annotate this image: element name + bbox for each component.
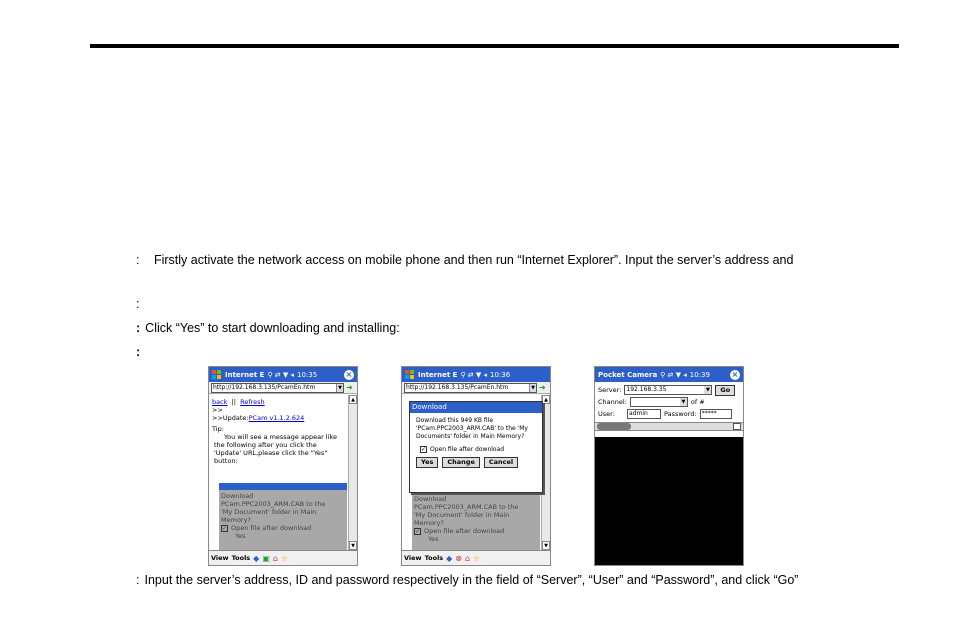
- favorites-icon[interactable]: ☆: [473, 553, 481, 563]
- refresh-icon[interactable]: ▣: [262, 553, 270, 563]
- chevron-down-icon[interactable]: ▼: [336, 384, 343, 392]
- refresh-link[interactable]: Refresh: [240, 398, 265, 406]
- favorites-icon[interactable]: ☆: [280, 553, 289, 563]
- grey-example-box: Download PCam.PPC2003_ARM.CAB to the 'My Document' folder in Main Memory? ✓ Open file after download Yes: [219, 483, 347, 551]
- title-bar: [595, 367, 743, 382]
- status-icons: ⚲ ⇄ ▼ ◂: [660, 370, 687, 379]
- go-arrow-icon[interactable]: ➜: [346, 383, 353, 392]
- url-input[interactable]: http://192.168.3.135/PcamEn.htm ▼: [211, 383, 344, 393]
- update-link[interactable]: PCam v1.1.2.624: [248, 414, 305, 422]
- status-icons: ⚲ ⇄ ▼ ◂: [267, 370, 295, 379]
- home-icon[interactable]: ⌂: [465, 553, 471, 563]
- open-after-download-checkbox[interactable]: ✓ Open file after download: [421, 446, 505, 453]
- server-input[interactable]: 192.168.3.35 ▼: [624, 385, 712, 395]
- close-icon[interactable]: ×: [345, 369, 353, 379]
- page-content: back || Refresh >> >>Update:PCam v1.1.2.624 Tip: You will see a message appear like the following after you click the 'Update' URL,please click the "Yes" button:: [212, 398, 337, 465]
- login-form: [595, 382, 743, 422]
- channel-select[interactable]: [630, 397, 688, 407]
- step-line-2: :: [136, 297, 140, 311]
- user-label: User:: [598, 410, 615, 418]
- scrollbar[interactable]: ▲ ▼: [541, 395, 550, 550]
- password-label: Password:: [664, 410, 697, 418]
- password-input[interactable]: *****: [700, 409, 732, 419]
- screenshot-ie-download-dialog: [401, 366, 551, 566]
- chevron-down-icon[interactable]: ▼: [681, 399, 686, 405]
- ptz-control-icon[interactable]: [597, 423, 631, 430]
- windows-flag-icon[interactable]: [405, 370, 415, 380]
- app-title: Internet E: [418, 370, 458, 379]
- clock: 10:35: [297, 370, 318, 379]
- url-input[interactable]: http://192.168.3.135/PcamEn.htm ▼: [404, 383, 537, 393]
- stop-icon[interactable]: ⊗: [455, 553, 463, 563]
- menu-view[interactable]: View: [404, 554, 422, 562]
- address-bar: [402, 382, 550, 394]
- title-bar: [209, 367, 357, 382]
- step-line-1: : Firstly activate the network access on mobile phone and then run “Internet Explorer”. Input the server’s address and: [136, 253, 794, 267]
- app-title: Pocket Camera: [598, 370, 658, 379]
- change-button[interactable]: Change: [442, 457, 479, 468]
- go-arrow-icon[interactable]: ➜: [539, 383, 546, 392]
- grey-example-box: Download PCam.PPC2003_ARM.CAB to the 'My Document' folder in Main Memory? ✓ Open file after download Yes: [412, 493, 540, 551]
- status-icons: ⚲ ⇄ ▼ ◂: [460, 370, 488, 379]
- back-link[interactable]: back: [212, 398, 228, 406]
- step-line-4: :: [136, 345, 141, 359]
- server-label: Server:: [598, 386, 622, 394]
- windows-flag-icon[interactable]: [212, 370, 222, 380]
- clock: 10:36: [490, 370, 511, 379]
- screenshot-ie-update: [208, 366, 358, 566]
- scrollbar[interactable]: ▲ ▼: [348, 395, 357, 550]
- header-rule: [90, 44, 899, 48]
- clock: 10:39: [689, 370, 710, 379]
- user-input[interactable]: admin: [627, 409, 661, 419]
- channel-count: of #: [690, 398, 705, 406]
- title-bar: [402, 367, 550, 382]
- dialog-message: Download this 949 KB file 'PCam.PPC2003_ARM.CAB' to the 'My Documents' folder in Main Memory?: [416, 417, 528, 440]
- dialog-title: Download: [410, 402, 542, 413]
- download-dialog: [409, 401, 543, 493]
- yes-button[interactable]: Yes: [416, 457, 438, 468]
- go-button[interactable]: Go: [715, 385, 735, 396]
- video-area: [595, 437, 743, 565]
- menu-bar: [402, 550, 550, 565]
- back-icon[interactable]: ◆: [253, 553, 260, 563]
- home-icon[interactable]: ⌂: [272, 553, 278, 563]
- fullscreen-icon[interactable]: [733, 423, 741, 430]
- menu-tools[interactable]: Tools: [424, 554, 444, 562]
- back-icon[interactable]: ◆: [446, 553, 453, 563]
- step-line-5: : Input the server’s address, ID and password respectively in the field of “Server”, “User” and “Password”, and click “Go”: [136, 573, 799, 587]
- menu-tools[interactable]: Tools: [231, 554, 251, 562]
- cancel-button[interactable]: Cancel: [484, 457, 518, 468]
- close-icon[interactable]: ×: [731, 369, 739, 379]
- menu-view[interactable]: View: [211, 554, 229, 562]
- menu-bar: [209, 550, 357, 565]
- step-line-3: : Click “Yes” to start downloading and installing:: [136, 321, 400, 335]
- address-bar: [209, 382, 357, 394]
- channel-label: Channel:: [598, 398, 627, 406]
- screenshot-pocket-camera: [594, 366, 744, 566]
- app-title: Internet E: [225, 370, 265, 379]
- chevron-down-icon[interactable]: ▼: [529, 384, 536, 392]
- camera-toolbar: [595, 422, 743, 431]
- chevron-down-icon[interactable]: ▼: [705, 387, 710, 393]
